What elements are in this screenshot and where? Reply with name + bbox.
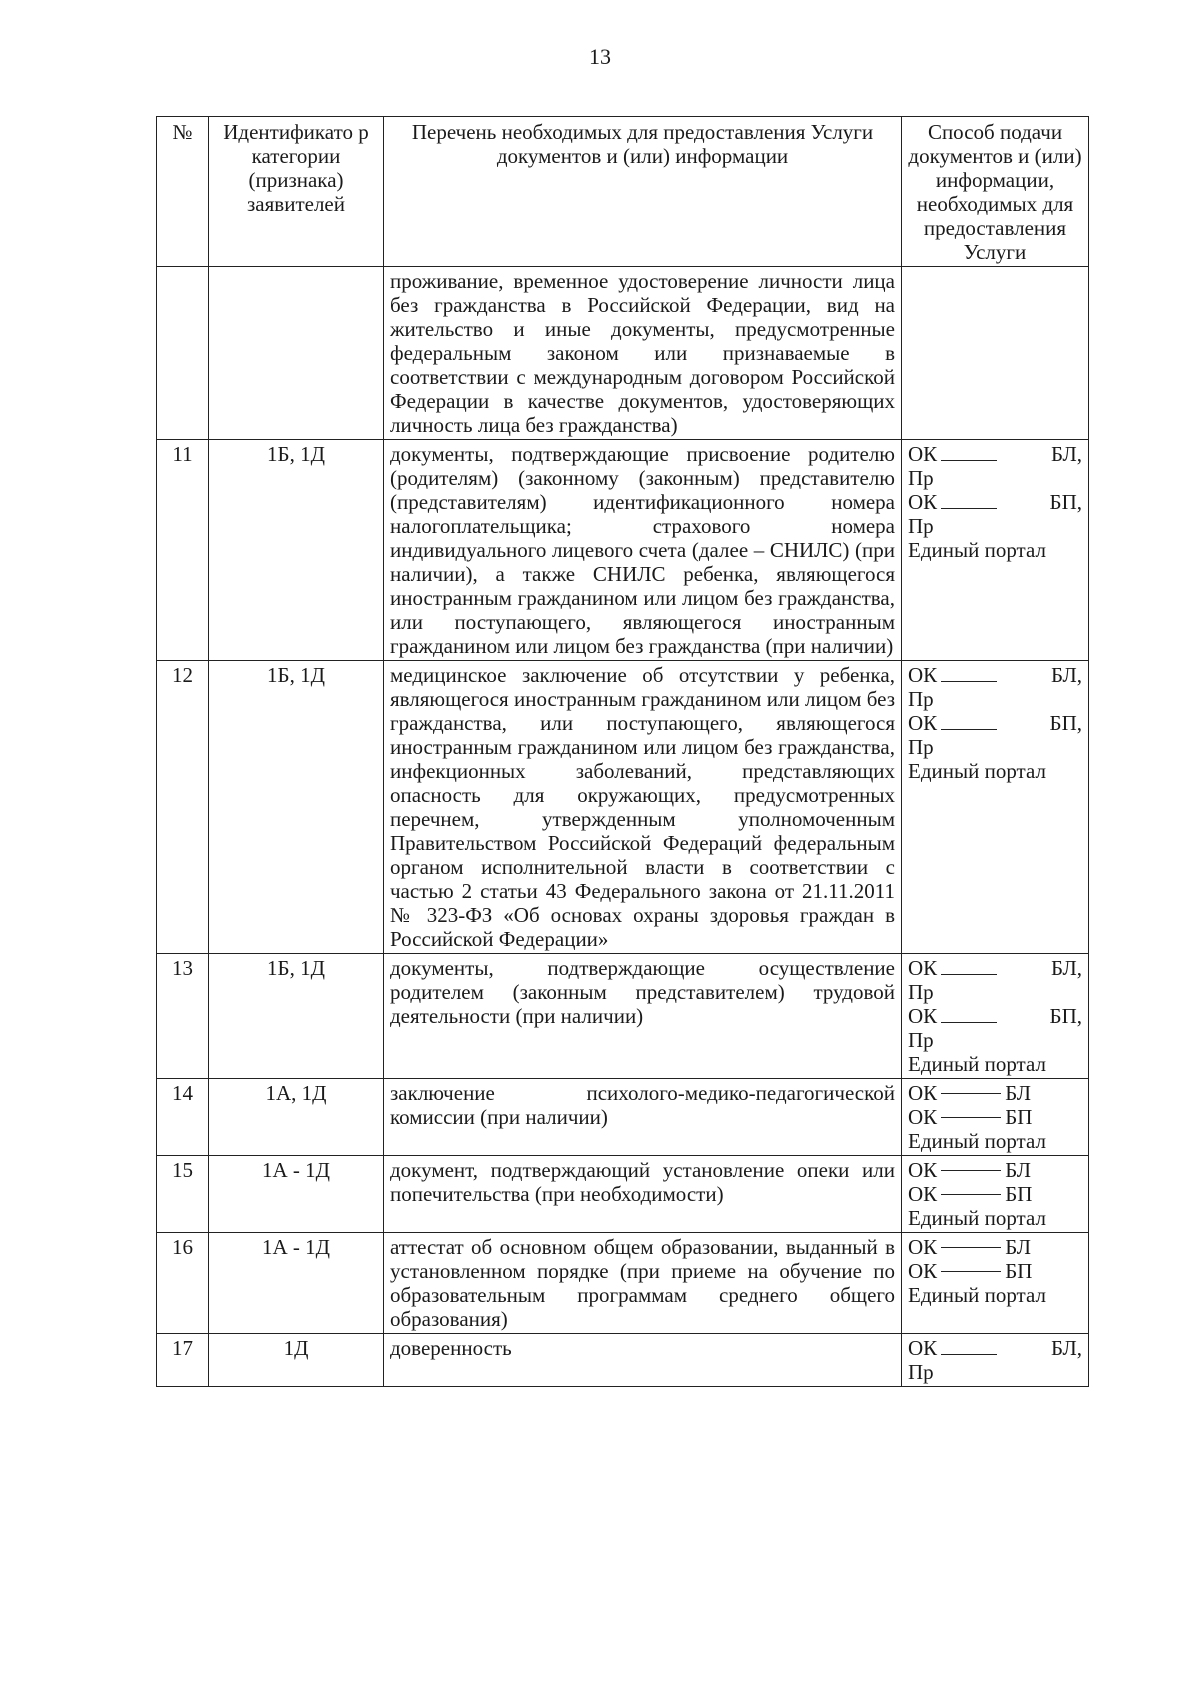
method-bp: БП, <box>1049 490 1082 514</box>
cell-num: 16 <box>157 1233 209 1334</box>
method-pr: Пр <box>908 1360 934 1384</box>
header-documents-list: Перечень необходимых для предоставления Услуги документов и (или) информации <box>384 117 902 267</box>
cell-method <box>902 661 1089 954</box>
cell-category-id: 1А - 1Д <box>209 1233 384 1334</box>
dash-line <box>941 508 997 509</box>
table-row <box>157 954 1089 1079</box>
dash-line <box>941 681 997 682</box>
method-line <box>908 1259 1082 1283</box>
method-ok: ОК <box>908 1235 938 1259</box>
cell-category-id: 1А, 1Д <box>209 1079 384 1156</box>
method-bl: БЛ, <box>1050 1336 1082 1360</box>
method-ok: ОК <box>908 1004 938 1028</box>
cell-documents: документ, подтверждающий установление опеки или попечительства (при необходимости) <box>384 1156 902 1233</box>
method-ok: ОК <box>908 490 938 514</box>
method-bl: БЛ <box>1005 1158 1031 1182</box>
dash-line <box>941 1117 1001 1118</box>
cell-num: 15 <box>157 1156 209 1233</box>
table-row <box>157 1079 1089 1156</box>
method-bp: БП, <box>1049 711 1082 735</box>
method-bp: БП <box>1005 1105 1033 1129</box>
method-line <box>908 1336 1082 1360</box>
cell-documents: доверенность <box>384 1334 902 1387</box>
cell-documents: проживание, временное удостоверение личности лица без гражданства в Российской Федерации, вид на жительство и иные документы, предусмотренные федеральным законом или признаваемые в соответствии с международным договором Российской Федерации в качестве документов, удостоверяющих личность лица без гражданства) <box>384 267 902 440</box>
header-num: № <box>157 117 209 267</box>
table-row <box>157 1233 1089 1334</box>
cell-num: 13 <box>157 954 209 1079</box>
method-line <box>908 1158 1082 1182</box>
method-pr: Пр <box>908 514 934 538</box>
cell-method <box>902 1233 1089 1334</box>
method-line <box>908 442 1082 466</box>
dash-line <box>941 460 997 461</box>
cell-method <box>902 440 1089 661</box>
cell-documents: заключение психолого-медико-педагогической комиссии (при наличии) <box>384 1079 902 1156</box>
header-submission-method: Способ подачи документов и (или) информации, необходимых для предоставления Услуги <box>902 117 1089 267</box>
method-ok: ОК <box>908 663 938 687</box>
method-bl: БЛ, <box>1050 956 1082 980</box>
cell-method <box>902 1156 1089 1233</box>
cell-documents: документы, подтверждающие присвоение родителю (родителям) (законному (законным) представителю (представителям) идентификационного номера налогоплательщика; страхового номера индивидуального лицевого счета (далее – СНИЛС) (при наличии), а также СНИЛС ребенка, являющегося иностранным гражданином или лицом без гражданства, или поступающего, являющегося иностранным гражданином или лицом без гражданства (при наличии) <box>384 440 902 661</box>
method-bp: БП <box>1005 1182 1033 1206</box>
method-line <box>908 1105 1082 1129</box>
cell-num: 17 <box>157 1334 209 1387</box>
method-portal: Единый портал <box>908 1206 1046 1230</box>
header-category-id: Идентификато р категории (признака) заявителей <box>209 117 384 267</box>
method-portal: Единый портал <box>908 1052 1046 1076</box>
cell-num <box>157 267 209 440</box>
method-pr: Пр <box>908 687 934 711</box>
method-ok: ОК <box>908 1081 938 1105</box>
method-line <box>908 663 1082 687</box>
method-line <box>908 711 1082 735</box>
dash-line <box>941 1194 1001 1195</box>
dash-line <box>941 974 997 975</box>
method-ok: ОК <box>908 1182 938 1206</box>
dash-line <box>941 1247 1001 1248</box>
cell-num: 11 <box>157 440 209 661</box>
table-header-row <box>157 117 1089 267</box>
cell-category-id <box>209 267 384 440</box>
table-row <box>157 1334 1089 1387</box>
method-bp: БП, <box>1049 1004 1082 1028</box>
dash-line <box>941 1093 1001 1094</box>
method-bl: БЛ, <box>1050 663 1082 687</box>
method-ok: ОК <box>908 442 938 466</box>
dash-line <box>941 729 997 730</box>
method-ok: ОК <box>908 956 938 980</box>
method-line <box>908 1081 1082 1105</box>
method-pr: Пр <box>908 980 934 1004</box>
method-bp: БП <box>1005 1259 1033 1283</box>
cell-method <box>902 1079 1089 1156</box>
method-ok: ОК <box>908 1336 938 1360</box>
table-row <box>157 661 1089 954</box>
method-line <box>908 490 1082 514</box>
cell-category-id: 1Б, 1Д <box>209 954 384 1079</box>
method-portal: Единый портал <box>908 1129 1046 1153</box>
cell-category-id: 1Б, 1Д <box>209 440 384 661</box>
method-pr: Пр <box>908 466 934 490</box>
method-line <box>908 1235 1082 1259</box>
method-line <box>908 1004 1082 1028</box>
method-line <box>908 1182 1082 1206</box>
method-pr: Пр <box>908 735 934 759</box>
cell-method <box>902 267 1089 440</box>
method-portal: Единый портал <box>908 538 1046 562</box>
method-portal: Единый портал <box>908 1283 1046 1307</box>
dash-line <box>941 1170 1001 1171</box>
method-ok: ОК <box>908 1259 938 1283</box>
dash-line <box>941 1271 1001 1272</box>
page-number: 13 <box>589 44 611 69</box>
table-row-continued <box>157 267 1089 440</box>
dash-line <box>941 1354 997 1355</box>
cell-category-id: 1Б, 1Д <box>209 661 384 954</box>
method-bl: БЛ <box>1005 1235 1031 1259</box>
cell-documents: аттестат об основном общем образовании, выданный в установленном порядке (при приеме на обучение по образовательным программам среднего общего образования) <box>384 1233 902 1334</box>
cell-category-id: 1А - 1Д <box>209 1156 384 1233</box>
table-row <box>157 440 1089 661</box>
dash-line <box>941 1022 997 1023</box>
method-ok: ОК <box>908 1158 938 1182</box>
method-bl: БЛ <box>1005 1081 1031 1105</box>
cell-method <box>902 1334 1089 1387</box>
cell-num: 14 <box>157 1079 209 1156</box>
table-row <box>157 1156 1089 1233</box>
method-pr: Пр <box>908 1028 934 1052</box>
documents-table <box>156 116 1089 1387</box>
method-ok: ОК <box>908 711 938 735</box>
method-bl: БЛ, <box>1050 442 1082 466</box>
method-ok: ОК <box>908 1105 938 1129</box>
cell-num: 12 <box>157 661 209 954</box>
method-line <box>908 956 1082 980</box>
cell-method <box>902 954 1089 1079</box>
cell-documents: документы, подтверждающие осуществление родителем (законным представителем) трудовой деятельности (при наличии) <box>384 954 902 1079</box>
cell-documents: медицинское заключение об отсутствии у ребенка, являющегося иностранным гражданином или лицом без гражданства, или поступающего, являющегося иностранным гражданином или лицом без гражданства, инфекционных заболеваний, представляющих опасность для окружающих, предусмотренных перечнем, утвержденным уполномоченным Правительством Российской Федераций федеральным органом исполнительной власти в соответствии с частью 2 статьи 43 Федерального закона от 21.11.2011 № 323-ФЗ «Об основах охраны здоровья граждан в Российской Федерации» <box>384 661 902 954</box>
method-portal: Единый портал <box>908 759 1046 783</box>
cell-category-id: 1Д <box>209 1334 384 1387</box>
